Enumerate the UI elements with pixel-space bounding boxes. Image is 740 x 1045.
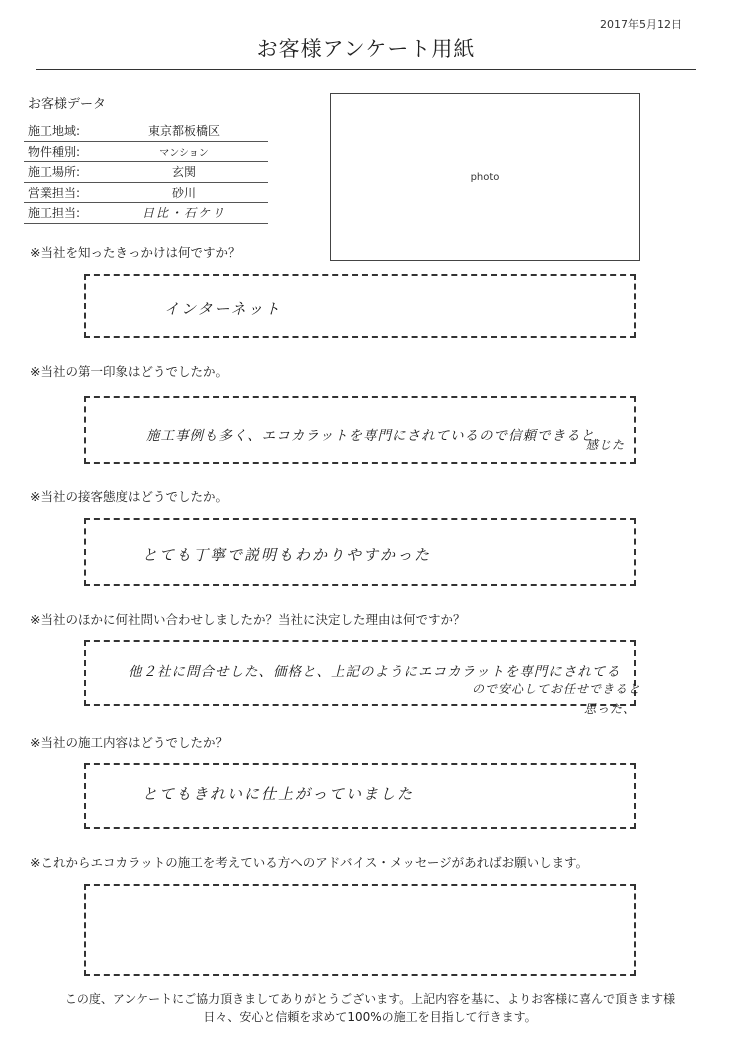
footer-line-2: 日々、安心と信頼を求めて100%の施工を目指して行きます。 [203,1010,537,1024]
answer-box-4 [84,640,642,716]
row-label: 営業担当: [28,185,81,200]
row-label: 施工担当: [28,206,81,221]
question-3: ※当社の接客態度はどうでしたか。 [30,489,228,504]
footer-message [20,990,720,1026]
photo-placeholder [330,93,640,261]
page-title: お客様アンケート用紙 [36,33,696,70]
customer-data-heading: お客様データ [28,97,107,112]
survey-date: 2017年5月12日 [600,18,682,31]
row-value: マンション [159,147,209,159]
customer-row-location [24,162,268,183]
answer-2-line-1: 施工事例も多く、エコカラットを専門にされているので信頼できると [146,428,595,444]
answer-box-1 [84,274,636,338]
answer-box-6 [84,884,636,976]
customer-row-sales-rep [24,183,268,204]
question-5: ※当社の施工内容はどうでしたか？ [30,735,228,750]
answer-5-line-1: とてもきれいに仕上がっていました [142,785,415,803]
answer-4-line-2: ので安心してお任せできると [472,682,642,696]
row-label: 施工場所: [28,165,81,180]
answer-3-line-1: とても丁寧で説明もわかりやすかった [142,546,432,564]
row-value-handwritten: 日比・石ケリ [141,206,226,221]
customer-row-area [24,121,268,142]
answer-1-line-1: インターネット [164,300,282,318]
photo-label: photo [470,171,500,183]
footer-line-1: この度、アンケートにご協力頂きましてありがとうございます。上記内容を基に、よりお客様に喜んで頂きます様 [64,992,676,1006]
answer-box-2 [84,396,636,464]
row-value: 砂川 [171,185,196,200]
customer-row-installer [24,203,268,224]
answer-box-3 [84,518,636,586]
answer-2-line-2: 感じた [586,438,626,452]
answer-4-line-1: 他２社に問合せした、価格と、上記のようにエコカラットを専門にされてる [128,664,621,680]
answer-box-5 [84,763,636,829]
row-value: 玄関 [171,165,196,180]
customer-row-property-type [24,142,268,163]
customer-data-table [24,121,268,224]
question-1: ※当社を知ったきっかけは何ですか？ [30,245,241,260]
question-6: ※これからエコカラットの施工を考えている方へのアドバイス・メッセージがあればお願いします。 [30,855,589,870]
answer-4-line-3: 思った、 [584,702,637,716]
row-value: 東京都板橋区 [147,124,220,139]
question-2: ※当社の第一印象はどうでしたか。 [30,364,228,379]
row-label: 物件種別: [28,144,81,159]
question-4: ※当社のほかに何社問い合わせしましたか？当社に決定した理由は何ですか？ [30,612,466,627]
row-label: 施工地域: [28,124,81,139]
